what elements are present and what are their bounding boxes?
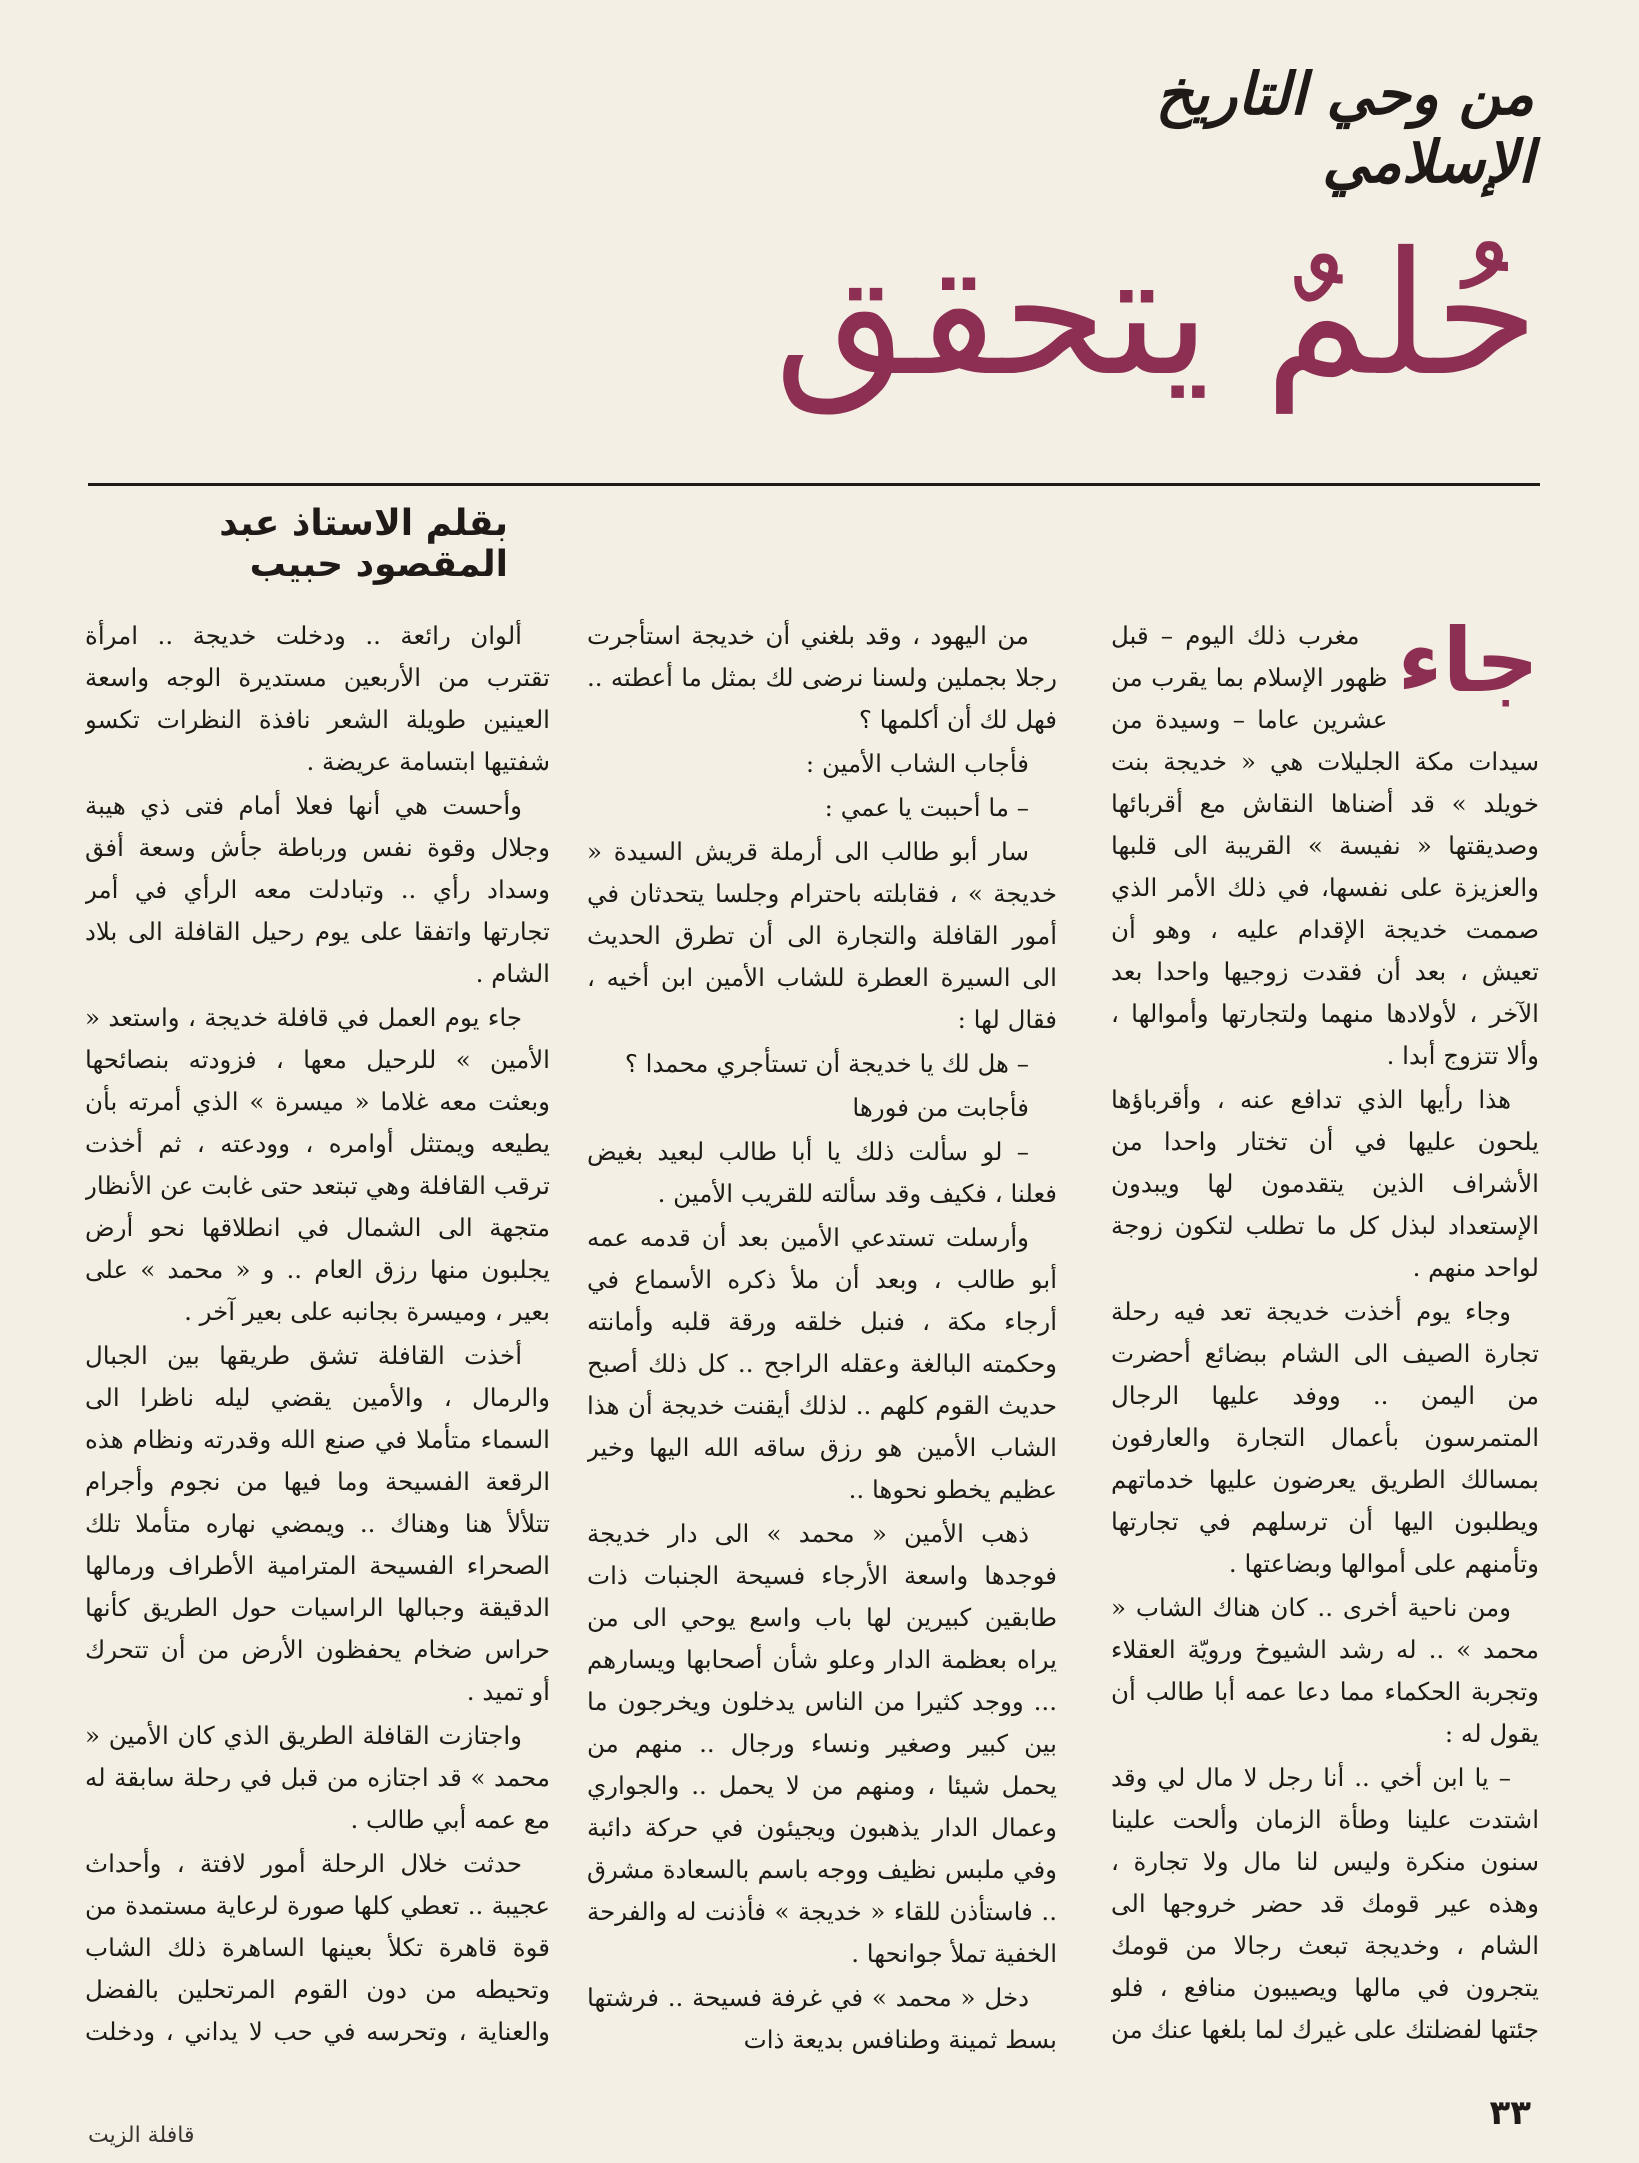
paragraph: وأرسلت تستدعي الأمين بعد أن قدمه عمه أبو طالب ، وبعد أن ملأ ذكره الأسماع في أرجاء مكة ، فنبل خلقه ورقة قلبه وأمانته وحكمته البالغة وعقله الراجح .. كل ذلك أصبح حديث القوم كلهم .. لذلك أيقنت خديجة أن هذا الشاب الأمين هو رزق ساقه الله اليها وخير عظيم يخطو نحوها .. <box>587 1223 1057 1504</box>
paragraph: – يا ابن أخي .. أنا رجل لا مال لي وقد اشتدت علينا وطأة الزمان وألحت علينا سنون منكرة وليس لنا مال ولا تجارة ، وهذه عير قومك قد حضر خروجها الى الشام ، وخديجة تبعث رجالا من قومك يتجرون في مالها ويصيبون منافع ، فلو جئتها لفضلتك على غيرك لما بلغها عنك من <box>1111 1763 1539 2044</box>
paragraph: هذا رأيها الذي تدافع عنه ، وأقرباؤها يلحون عليها في أن تختار واحدا من الأشراف الذين يتقدمون لها ويبدون الإستعداد لبذل كل ما تطلب لتكون زوجة لواحد منهم . <box>1111 1085 1539 1282</box>
column-left <box>85 615 550 2055</box>
paragraph: – لو سألت ذلك يا أبا طالب لبعيد بغيض فعلنا ، فكيف وقد سألته للقريب الأمين . <box>587 1137 1057 1208</box>
magazine-name: قافلة الزيت <box>88 2123 195 2148</box>
paragraph: دخل « محمد » في غرفة فسيحة .. فرشتها بسط ثمينة وطنافس بديعة ذات <box>587 1983 1057 2054</box>
paragraph: وجاء يوم أخذت خديجة تعد فيه رحلة تجارة الصيف الى الشام ببضائع أحضرت من اليمن .. ووفد عليها الرجال المتمرسون بأعمال التجارة والعارفون بمسالك الطريق يعرضون عليها خدماتهم ويطلبون اليها أن ترسلهم في تجارتها وتأمنهم على أموالها وبضاعتها . <box>1111 1297 1539 1578</box>
paragraph: – ما أحببت يا عمي : <box>824 793 1029 822</box>
column-middle <box>587 615 1057 2055</box>
paragraph: ذهب الأمين « محمد » الى دار خديجة فوجدها واسعة الأرجاء فسيحة الجنبات ذات طابقين كبيرين لها باب واسع يوحي الى من يراه بعظمة الدار وعلو شأن أصحابها ويسارهم ... ووجد كثيرا من الناس يدخلون ويخرجون ما بين كبير وصغير ونساء ورجال .. منهم من يحمل شيئا ، ومنهم من لا يحمل .. والجواري وعمال الدار يذهبون ويجيئون في حركة دائبة وفي ملبس نظيف ووجه باسم بالسعادة مشرق .. فاستأذن للقاء « خديجة » فأذنت له والفرحة الخفية تملأ جوانحها . <box>587 1519 1057 1968</box>
article-title: حُلمٌ يتحقق <box>774 216 1539 414</box>
paragraph: فأجابت من فورها <box>852 1093 1029 1122</box>
drop-cap: جاء <box>1397 615 1539 712</box>
paragraph: جاء يوم العمل في قافلة خديجة ، واستعد « الأمين » للرحيل معها ، فزودته بنصائحها وبعثت معه غلاما « ميسرة » الذي أمرته بأن يطيعه ويمتثل أوامره ، وودعته ، ثم أخذت ترقب القافلة وهي تبتعد حتى غابت عن الأنظار متجهة الى الشمال في انطلاقها نحو أرض يجلبون منها رزق العام .. و « محمد » على بعير ، وميسرة بجانبه على بعير آخر . <box>85 1003 550 1326</box>
paragraph: واجتازت القافلة الطريق الذي كان الأمين « محمد » قد اجتازه من قبل في رحلة سابقة له مع عمه أبي طالب . <box>85 1721 550 1834</box>
paragraph: ومن ناحية أخرى .. كان هناك الشاب « محمد » .. له رشد الشيوخ ورويّة العقلاء وتجربة الحكماء مما دعا عمه أبا طالب أن يقول له : <box>1111 1593 1539 1748</box>
paragraph: سار أبو طالب الى أرملة قريش السيدة « خديجة » ، فقابلته باحترام وجلسا يتحدثان في أمور القافلة والتجارة الى أن تطرق الحديث الى السيرة العطرة للشاب الأمين ابن أخيه ، فقال لها : <box>587 837 1057 1034</box>
paragraph: مغرب ذلك اليوم – قبل ظهور الإسلام بما يقرب من عشرين عاما – وسيدة من سيدات مكة الجليلات هي « خديجة بنت خويلد » قد أضناها النقاش مع أقربائها وصديقتها « نفيسة » القريبة الى قلبها والعزيزة على نفسها، في ذلك الأمر الذي صممت خديجة الإقدام عليه ، وهو أن تعيش ، بعد أن فقدت زوجيها واحدا بعد الآخر ، لأولادها منهما ولتجارتها وأموالها ، وألا تتزوج أبدا . <box>1111 621 1539 1070</box>
paragraph: حدثت خلال الرحلة أمور لافتة ، وأحداث عجيبة .. تعطي كلها صورة لرعاية مستمدة من قوة قاهرة تكلأ بعينها الساهرة ذلك الشاب وتحيطه من دون القوم المرتحلين بالفضل والعناية ، وتحرسه في حب لا يداني ، ودخلت <box>85 1849 550 2046</box>
author-byline: بقلم الاستاذ عبد المقصود حبيب <box>219 503 508 585</box>
title-divider <box>88 483 1540 486</box>
page-number: ٣٣ <box>1489 2093 1531 2133</box>
paragraph: وأحست هي أنها فعلا أمام فتى ذي هيبة وجلال وقوة نفس ورباطة جأش وسعة أفق وسداد رأي .. وتبادلت معه الرأي في أمر تجارتها واتفقا على يوم رحيل القافلة الى بلاد الشام . <box>85 791 550 988</box>
paragraph: من اليهود ، وقد بلغني أن خديجة استأجرت رجلا بجملين ولسنا نرضى لك بمثل ما أعطته .. فهل لك أن أكلمها ؟ <box>587 621 1057 734</box>
paragraph: أخذت القافلة تشق طريقها بين الجبال والرمال ، والأمين يقضي ليله ناظرا الى السماء متأملا في صنع الله وقدرته ونظام هذه الرقعة الفسيحة وما فيها من نجوم وأجرام تتلألأ هنا وهناك .. ويمضي نهاره متأملا تلك الصحراء الفسيحة المترامية الأطراف ورمالها الدقيقة وجبالها الراسيات حول الطريق كأنها حراس ضخام يحفظون الأرض من أن تتحرك أو تميد . <box>85 1341 550 1706</box>
paragraph: فأجاب الشاب الأمين : <box>805 749 1029 778</box>
paragraph: ألوان رائعة .. ودخلت خديجة .. امرأة تقترب من الأربعين مستديرة الوجه واسعة العينين طويلة الشعر نافذة النظرات تكسو شفتيها ابتسامة عريضة . <box>85 621 550 776</box>
series-kicker: من وحي التاريخ الإسلامي <box>1155 60 1534 196</box>
paragraph: – هل لك يا خديجة أن تستأجري محمدا ؟ <box>624 1049 1029 1078</box>
column-right <box>1111 615 1539 2055</box>
